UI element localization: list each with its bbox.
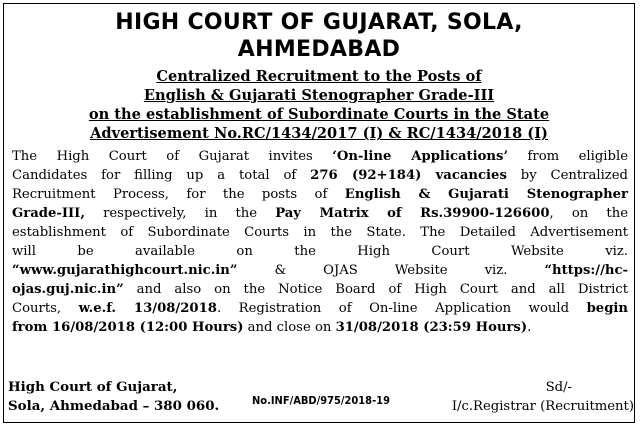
body-line: “www.gujarathighcourt.nic.in” & OJAS Website viz. “https://hc-	[12, 263, 628, 278]
body-line: Recruitment Process, for the posts of English & Gujarati Stenographer	[12, 187, 628, 202]
body-line: The High Court of Gujarat invites ‘On-line Applications’ from eligible	[12, 149, 628, 164]
body-line: Courts, w.e.f. 13/08/2018. Registration of On-line Application would begin	[12, 301, 629, 316]
notice-footer	[8, 378, 634, 418]
website-link: “www.gujarathighcourt.nic.in”	[12, 263, 238, 278]
issuer-address	[8, 378, 219, 416]
subtitle-establishment: on the establishment of Subordinate Courts in the State	[88, 106, 550, 123]
issuer-city: Sola, Ahmedabad – 380 060.	[8, 398, 220, 414]
subtitle-post: English & Gujarati Stenographer Grade-III	[143, 87, 495, 104]
subtitle-recruitment: Centralized Recruitment to the Posts of	[156, 68, 482, 85]
body-line: Candidates for filling up a total of 276 (92+184) vacancies by Centralized	[12, 168, 629, 183]
reference-number: No.INF/ABD/975/2018-19	[252, 394, 390, 407]
body-line: Grade-III, respectively, in the Pay Matrix of Rs.39900-126600, on the	[12, 206, 629, 221]
notice-body	[4, 147, 634, 337]
signature-mark: Sd/-	[545, 380, 572, 395]
body-line: will be available on the High Court Website viz.	[12, 244, 628, 259]
subtitle-advertisement-no: Advertisement No.RC/1434/2017 (I) & RC/1434/2018 (I)	[90, 125, 548, 142]
notice-title-line1: HIGH COURT OF GUJARAT, SOLA,	[115, 10, 523, 35]
notice-frame	[3, 3, 635, 423]
body-line: ojas.guj.nic.in” and also on the Notice Board of High Court and all District	[12, 282, 628, 297]
signatory-title: I/c.Registrar (Recruitment)	[451, 399, 634, 414]
body-line: establishment of Subordinate Courts in the State. The Detailed Advertisement	[12, 225, 628, 240]
ojas-link: “https://hc-	[544, 263, 628, 278]
issuer-name: High Court of Gujarat,	[8, 379, 178, 395]
body-line: from 16/08/2018 (12:00 Hours) and close on 31/08/2018 (23:59 Hours).	[12, 320, 532, 335]
notice-title-line2: AHMEDABAD	[237, 37, 401, 62]
